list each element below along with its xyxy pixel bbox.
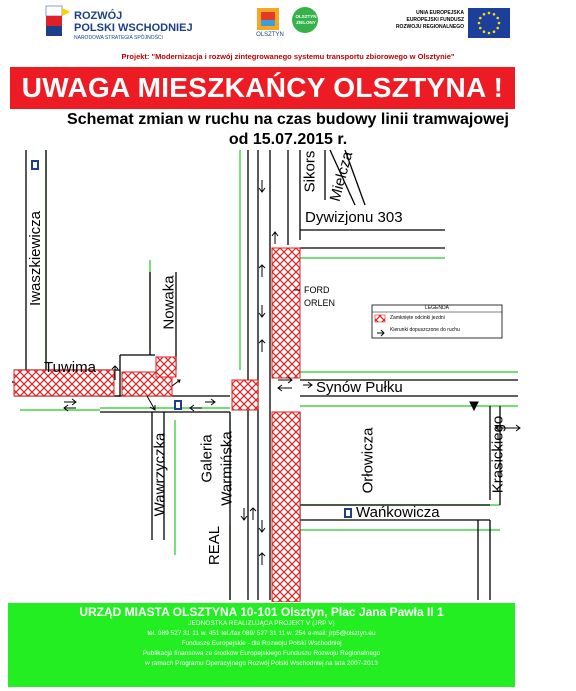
logo-text-line1: ROZWÓJ: [74, 10, 123, 22]
footer-line1: URZĄD MIASTA OLSZTYNA 10-101 Olsztyn, Plac Jana Pawła II 1: [79, 605, 444, 619]
footer-line4: Fundusze Europejskie - dla Rozwoju Polski Wschodniej: [181, 640, 342, 647]
green-logo-label: OLSZTYN ZIELONY: [295, 14, 317, 25]
legend-direction-label: Kierunki dopuszczone do ruchu: [390, 327, 460, 333]
header: [0, 0, 576, 62]
footer-line6: w ramach Programu Operacyjnego Rozwój Polski Wschodniej na lata 2007-2013: [145, 660, 378, 667]
closed-section-south: [272, 412, 300, 602]
street-label-orlen: ORLEN: [304, 298, 336, 308]
street-label-warminska: Warmińska: [218, 431, 236, 506]
warning-banner: UWAGA MIESZKAŃCY OLSZTYNA !: [10, 67, 515, 109]
rozwoj-polski-wschodniej-logo: [40, 4, 195, 52]
closed-section-nowaka: [156, 357, 176, 377]
closed-section-center: [232, 380, 258, 410]
logo-text-line2: POLSKI WSCHODNIEJ: [74, 22, 193, 34]
footer-line3: tel. 089 527 31 11 w. 451 tel./fax 089/ 527 31 11 w. 254 e-mail: jrp5@olsztyn.eu: [147, 630, 376, 637]
closed-section-north: [272, 248, 300, 378]
street-label-synow-pulku: Synów Pułku: [316, 379, 403, 396]
street-label-orlowicza: Orłowicza: [359, 427, 377, 494]
eu-logo: [384, 8, 510, 42]
street-label-real: REAL: [206, 525, 224, 566]
legend-hatch-swatch: [375, 315, 385, 322]
eu-flag-icon: [468, 8, 510, 38]
subtitle-line2: od 15.07.2015 r.: [228, 131, 348, 148]
legend-closed-label: Zamknięte odcinki jezdni: [390, 315, 445, 321]
subtitle-line1: Schemat zmian w ruchu na czas budowy linii tramwajowej: [67, 111, 509, 128]
olsztyn-logo-text: OLSZTYN: [256, 32, 284, 38]
street-label-tuwima: Tuwima: [44, 359, 96, 376]
street-label-dywizjonu: Dywizjonu 303: [305, 209, 403, 226]
eu-text: [384, 10, 464, 31]
street-label-wawrzyczka: Wawrzyczka: [151, 432, 169, 517]
street-label-sikorskiego: Sikors: [301, 150, 319, 193]
street-label-iwaszkiewicza: Iwaszkiewicza: [27, 210, 45, 307]
street-label-ford: FORD: [304, 285, 330, 295]
eu-line1: UNIA EUROPEJSKA: [416, 10, 464, 16]
footer-line2: JEDNOSTKA REALIZUJĄCA PROJEKT V (JRP V): [188, 620, 335, 627]
legend-title: LEGENDA: [425, 305, 449, 311]
project-title: Projekt: "Modernizacja i rozwój zintegrowanego systemu transportu zbiorowego w Olsztynie": [121, 52, 455, 61]
street-label-galeria: Galeria: [198, 434, 216, 483]
street-label-nowaka: Nowaka: [160, 275, 178, 330]
bus-stop-icons: [31, 160, 352, 518]
olsztyn-logos: [255, 6, 325, 44]
footer: [8, 603, 515, 687]
street-label-wankowicza: Wańkowicza: [356, 504, 440, 521]
street-label-mielczarskiego: Mielcza: [326, 149, 357, 204]
logo-text-line3: NARODOWA STRATEGIA SPÓJNOŚCI: [74, 35, 163, 41]
eu-line3: ROZWOJU REGIONALNEGO: [395, 24, 464, 30]
closed-road-sections: [14, 248, 300, 602]
eu-line2: EUROPEJSKI FUNDUSZ: [406, 17, 464, 23]
street-label-krasickiego: Krasickiego: [489, 415, 507, 494]
poland-flag-icon: [40, 4, 70, 40]
footer-line5: Publikacja finansowa ze środków Europejskiego Funduszu Rozwoju Regionalnego: [142, 650, 381, 657]
